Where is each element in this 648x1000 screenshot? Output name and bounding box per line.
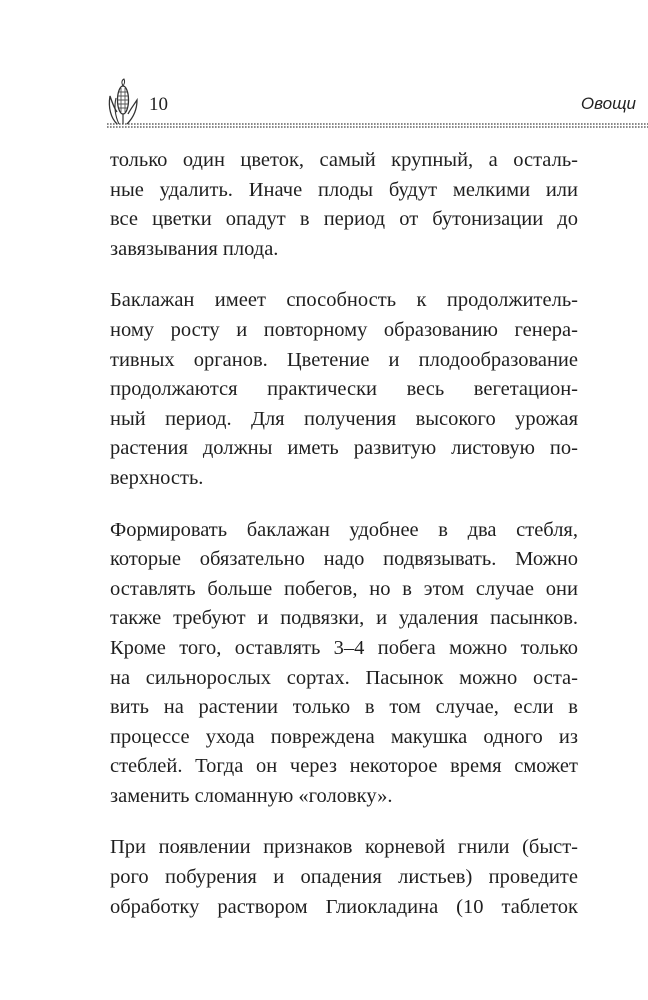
text-line: тивных органов. Цветение и плодообразование	[110, 348, 578, 371]
text-line: обработку раствором Глиокладина (10 таблеток	[110, 895, 578, 918]
text-line: оставлять больше побегов, но в этом случае они	[110, 577, 578, 600]
text-line: на сильнорослых сортах. Пасынок можно оста-	[110, 666, 578, 689]
text-line: все цветки опадут в период от бутонизации до	[110, 208, 578, 231]
header-rule	[107, 123, 648, 128]
page-body	[110, 146, 578, 922]
text-line: завязывания плода.	[110, 237, 279, 260]
text-line: Формировать баклажан удобнее в два стебля,	[110, 518, 578, 541]
text-line: растения должны иметь развитую листовую по-	[110, 437, 578, 460]
text-line: Кроме того, оставлять 3–4 побега можно только	[110, 636, 578, 659]
paragraph	[110, 516, 578, 812]
text-line: ные удалить. Иначе плоды будут мелкими или	[110, 178, 578, 201]
text-line: также требуют и подвязки, и удаления пасынков.	[110, 607, 578, 630]
page-number: 10	[149, 94, 168, 115]
text-line: которые обязательно надо подвязывать. Можно	[110, 548, 578, 571]
text-line: При появлении признаков корневой гнили (быст-	[110, 836, 578, 859]
paragraph	[110, 286, 578, 493]
text-line: вить на растении только в том случае, если в	[110, 696, 578, 719]
text-line: стеблей. Тогда он через некоторое время сможет	[110, 755, 578, 778]
page-header	[107, 78, 648, 128]
corn-icon	[107, 78, 141, 126]
running-title: Овощи	[580, 94, 636, 113]
text-line: заменить сломанную «головку».	[110, 784, 393, 807]
text-line: процессе ухода повреждена макушка одного из	[110, 725, 578, 748]
text-line: только один цветок, самый крупный, а осталь-	[110, 149, 578, 171]
text-line: верхность.	[110, 466, 204, 489]
text-line: Баклажан имеет способность к продолжитель-	[110, 289, 578, 312]
text-line: продолжаются практически весь вегетацион-	[110, 378, 578, 401]
paragraph	[110, 146, 578, 264]
text-line: рого побурения и опадения листьев) проведите	[110, 866, 578, 889]
text-line: ный период. Для получения высокого урожая	[110, 407, 578, 430]
text-line: ному росту и повторному образованию генера-	[110, 318, 578, 341]
paragraph	[110, 833, 578, 922]
